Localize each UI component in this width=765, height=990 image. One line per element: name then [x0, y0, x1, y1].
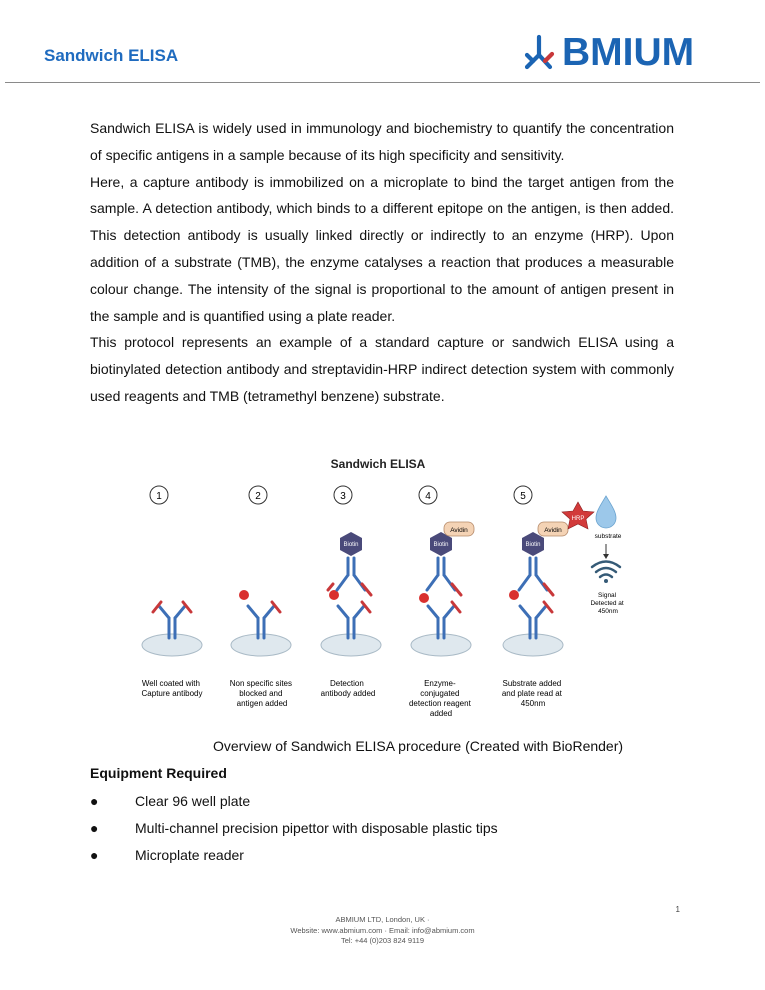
step-2-label: Non specific sites blocked and antigen added: [229, 679, 293, 708]
footer-contact: Website: www.abmium.com · Email: info@abmium.com: [290, 925, 475, 935]
antigen-dot: [509, 590, 519, 600]
equipment-item: Multi-channel precision pipettor with disposable plastic tips: [135, 820, 498, 836]
step-4-label: Enzyme- conjugated detection reagent added: [408, 679, 471, 718]
well-plate-1: [142, 634, 202, 656]
equipment-heading: Equipment Required: [90, 765, 227, 781]
capture-antibodies: [153, 602, 552, 638]
svg-text:Biotin: Biotin: [343, 542, 359, 548]
header-divider: [5, 82, 760, 83]
intro-paragraph-3: This protocol represents an example of a standard capture or sandwich ELISA using a biotinylated detection antibody and streptavidin-HRP indirect detection system with commonly used reagents and TMB (tetramethyl benzene) substrate.: [90, 334, 674, 404]
step-4-number: [419, 486, 437, 504]
substrate-droplet-icon: [596, 496, 616, 528]
sandwich-elisa-figure: [128, 440, 641, 726]
well-plate-4: [411, 634, 471, 656]
well-plate-3: [321, 634, 381, 656]
svg-text:4: 4: [425, 491, 431, 502]
intro-paragraph-2: Here, a capture antibody is immobilized on a microplate to bind the target antigen from the sample. A detection antibody, which binds to a different epitope on the antigen, is then added. This detection antibody is usually linked directly or indirectly to an enzyme (HRP). Upon addition of a substrate (TMB), the enzyme catalyses a reaction that produces a measurable colour change. The intensity of the signal is proportional to the amount of antigen present in the sample and is quantified using a plate reader.: [90, 173, 674, 324]
figure-title: Sandwich ELISA: [330, 457, 426, 471]
antigens: [239, 590, 519, 603]
signal-label: Signal Detected at 450nm: [590, 592, 624, 615]
step-3-label: Detection antibody added: [320, 679, 376, 698]
intro-paragraph-1: Sandwich ELISA is widely used in immunology and biochemistry to quantify the concentration of specific antigens in a sample because of its high specificity and sensitivity.: [90, 120, 674, 163]
equipment-item: Clear 96 well plate: [135, 793, 251, 809]
figure-caption: Overview of Sandwich ELISA procedure (Created with BioRender): [212, 738, 624, 754]
bullet-icon: ●: [90, 820, 99, 836]
well-plate-5: [503, 634, 563, 656]
antigen-dot: [239, 590, 249, 600]
equipment-item: Microplate reader: [135, 847, 244, 863]
svg-text:3: 3: [340, 491, 346, 502]
svg-text:2: 2: [255, 491, 261, 502]
step-1-number: [150, 486, 168, 504]
step-5-number: [514, 486, 532, 504]
bullet-icon: ●: [90, 847, 99, 863]
document-title: Sandwich ELISA: [44, 46, 179, 65]
detection-antibodies: [328, 558, 553, 595]
step-5-label: Substrate added and plate read at 450nm: [501, 679, 562, 708]
step-2-number: [249, 486, 267, 504]
page-footer: [0, 915, 765, 947]
step-3-number: [334, 486, 352, 504]
antigen-dot: [419, 593, 429, 603]
svg-text:substrate: substrate: [594, 533, 622, 540]
footer-address: ABMIUM LTD, London, UK ·: [335, 915, 430, 924]
page-number: 1: [675, 905, 680, 914]
svg-text:Biotin: Biotin: [525, 542, 541, 548]
logo-wordmark: BMIUM: [562, 31, 695, 74]
abmium-logo: [522, 33, 694, 73]
well-plate-2: [231, 634, 291, 656]
svg-text:Avidin: Avidin: [544, 527, 562, 534]
svg-text:1: 1: [156, 491, 162, 502]
intro-text: [90, 115, 674, 410]
svg-text:HRP: HRP: [571, 516, 585, 522]
antibody-logo-icon: [522, 33, 562, 73]
svg-text:Avidin: Avidin: [450, 527, 468, 534]
bullet-icon: ●: [90, 793, 99, 809]
antigen-dot: [329, 590, 339, 600]
svg-text:5: 5: [520, 491, 526, 502]
footer-phone: Tel: +44 (0)203 824 9119: [340, 936, 425, 945]
svg-text:Biotin: Biotin: [433, 542, 449, 548]
step-1-label: Well coated with Capture antibody: [141, 679, 203, 698]
signal-icon: [592, 562, 620, 578]
elisa-diagram: [128, 440, 641, 726]
